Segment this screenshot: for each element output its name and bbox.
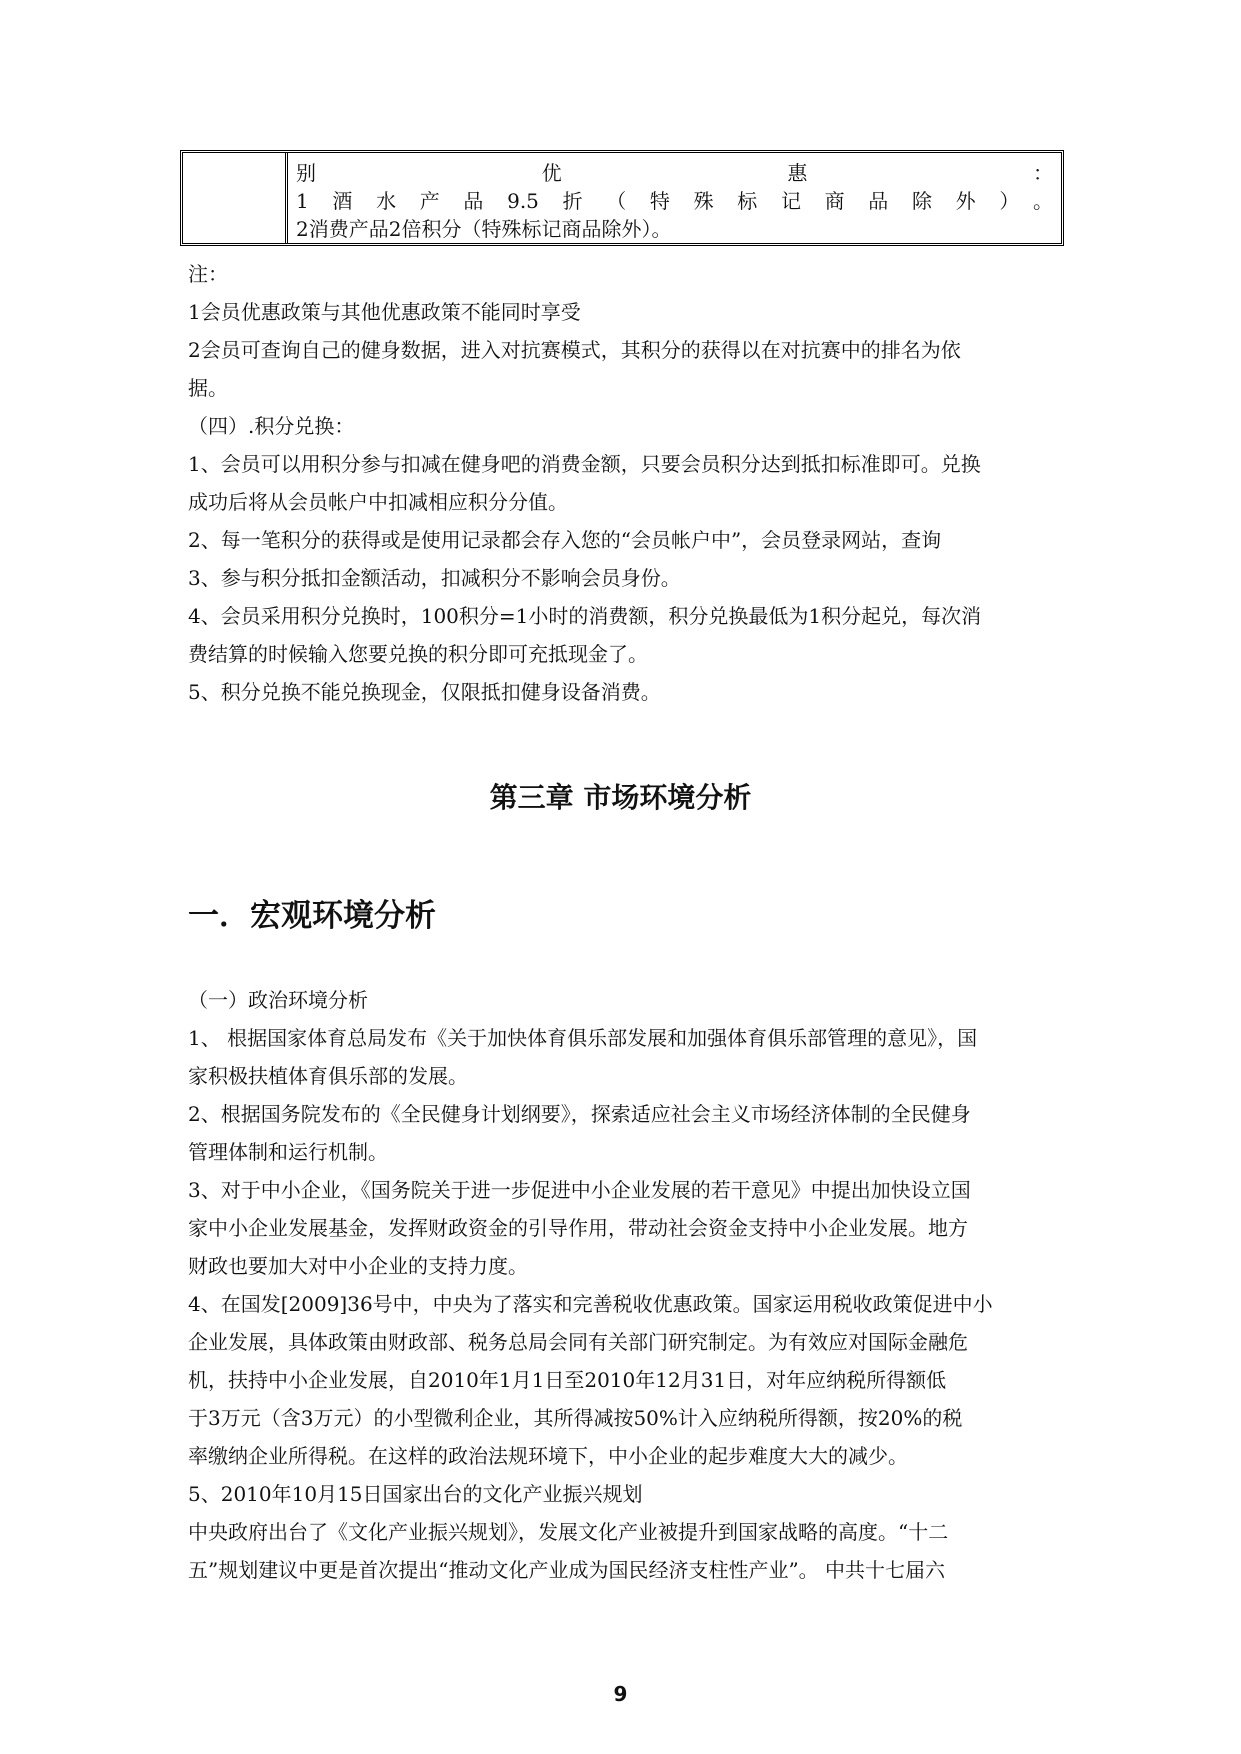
political-line: 机，扶持中小企业发展，自2010年1月1日至2010年12月31日，对年应纳税所得额低 — [188, 1368, 947, 1392]
page-number: 9 — [613, 1682, 628, 1706]
political-line: 家中小企业发展基金，发挥财政资金的引导作用，带动社会资金支持中小企业发展。地方 — [188, 1216, 968, 1240]
political-line: 家积极扶植体育俱乐部的发展。 — [188, 1064, 468, 1088]
table-empty-cell — [183, 153, 288, 243]
political-line: 5、2010年10月15日国家出台的文化产业振兴规划 — [188, 1482, 643, 1506]
political-line: 企业发展，具体政策由财政部、税务总局会同有关部门研究制定。为有效应对国际金融危 — [188, 1330, 968, 1354]
section-title: 一．宏观环境分析 — [188, 898, 436, 934]
table-line: 2消费产品2倍积分（特殊标记商品除外）。 — [296, 217, 672, 241]
notes-label: 注： — [188, 262, 228, 286]
points-line: 5、积分兑换不能兑换现金，仅限抵扣健身设备消费。 — [188, 680, 661, 704]
points-line: 费结算的时候输入您要兑换的积分即可充抵现金了。 — [188, 642, 648, 666]
table-line: 别优惠： — [296, 161, 1053, 185]
points-line: 2、每一笔积分的获得或是使用记录都会存入您的“会员帐户中”，会员登录网站，查询 — [188, 528, 942, 552]
points-line: 4、会员采用积分兑换时，100积分=1小时的消费额，积分兑换最低为1积分起兑，每次消 — [188, 604, 982, 628]
points-line: 1、会员可以用积分参与扣减在健身吧的消费金额，只要会员积分达到抵扣标准即可。兑换 — [188, 452, 981, 476]
points-heading: （四）.积分兑换： — [188, 414, 355, 438]
note-line: 2会员可查询自己的健身数据，进入对抗赛模式，其积分的获得以在对抗赛中的排名为依 — [188, 338, 961, 362]
political-line: 2、根据国务院发布的《全民健身计划纲要》，探索适应社会主义市场经济体制的全民健身 — [188, 1102, 971, 1126]
note-line: 1会员优惠政策与其他优惠政策不能同时享受 — [188, 300, 581, 324]
table-content-cell — [288, 153, 1061, 243]
political-line: 五”规划建议中更是首次提出“推动文化产业成为国民经济支柱性产业”。 中共十七届六 — [188, 1558, 946, 1582]
points-line: 成功后将从会员帐户中扣减相应积分分值。 — [188, 490, 568, 514]
political-line: 财政也要加大对中小企业的支持力度。 — [188, 1254, 528, 1278]
political-line: 4、在国发[2009]36号中，中央为了落实和完善税收优惠政策。国家运用税收政策促进中小 — [188, 1292, 993, 1316]
points-line: 3、参与积分抵扣金额活动，扣减积分不影响会员身份。 — [188, 566, 681, 590]
note-line: 据。 — [188, 376, 228, 400]
political-line: 于3万元（含3万元）的小型微利企业，其所得减按50%计入应纳税所得额，按20%的税 — [188, 1406, 963, 1430]
political-line: 率缴纳企业所得税。在这样的政治法规环境下，中小企业的起步难度大大的减少。 — [188, 1444, 908, 1468]
table-line: 1酒水产品9.5折（特殊标记商品除外）。 — [296, 189, 1053, 213]
political-line: 3、对于中小企业，《国务院关于进一步促进中小企业发展的若干意见》中提出加快设立国 — [188, 1178, 971, 1202]
political-line: 1、 根据国家体育总局发布《关于加快体育俱乐部发展和加强体育俱乐部管理的意见》，国 — [188, 1026, 978, 1050]
chapter-title: 第三章 市场环境分析 — [489, 781, 752, 814]
benefits-table — [180, 150, 1064, 246]
political-line: 中央政府出台了《文化产业振兴规划》，发展文化产业被提升到国家战略的高度。“十二 — [188, 1520, 949, 1544]
political-heading: （一）政治环境分析 — [188, 988, 368, 1012]
political-line: 管理体制和运行机制。 — [188, 1140, 388, 1164]
